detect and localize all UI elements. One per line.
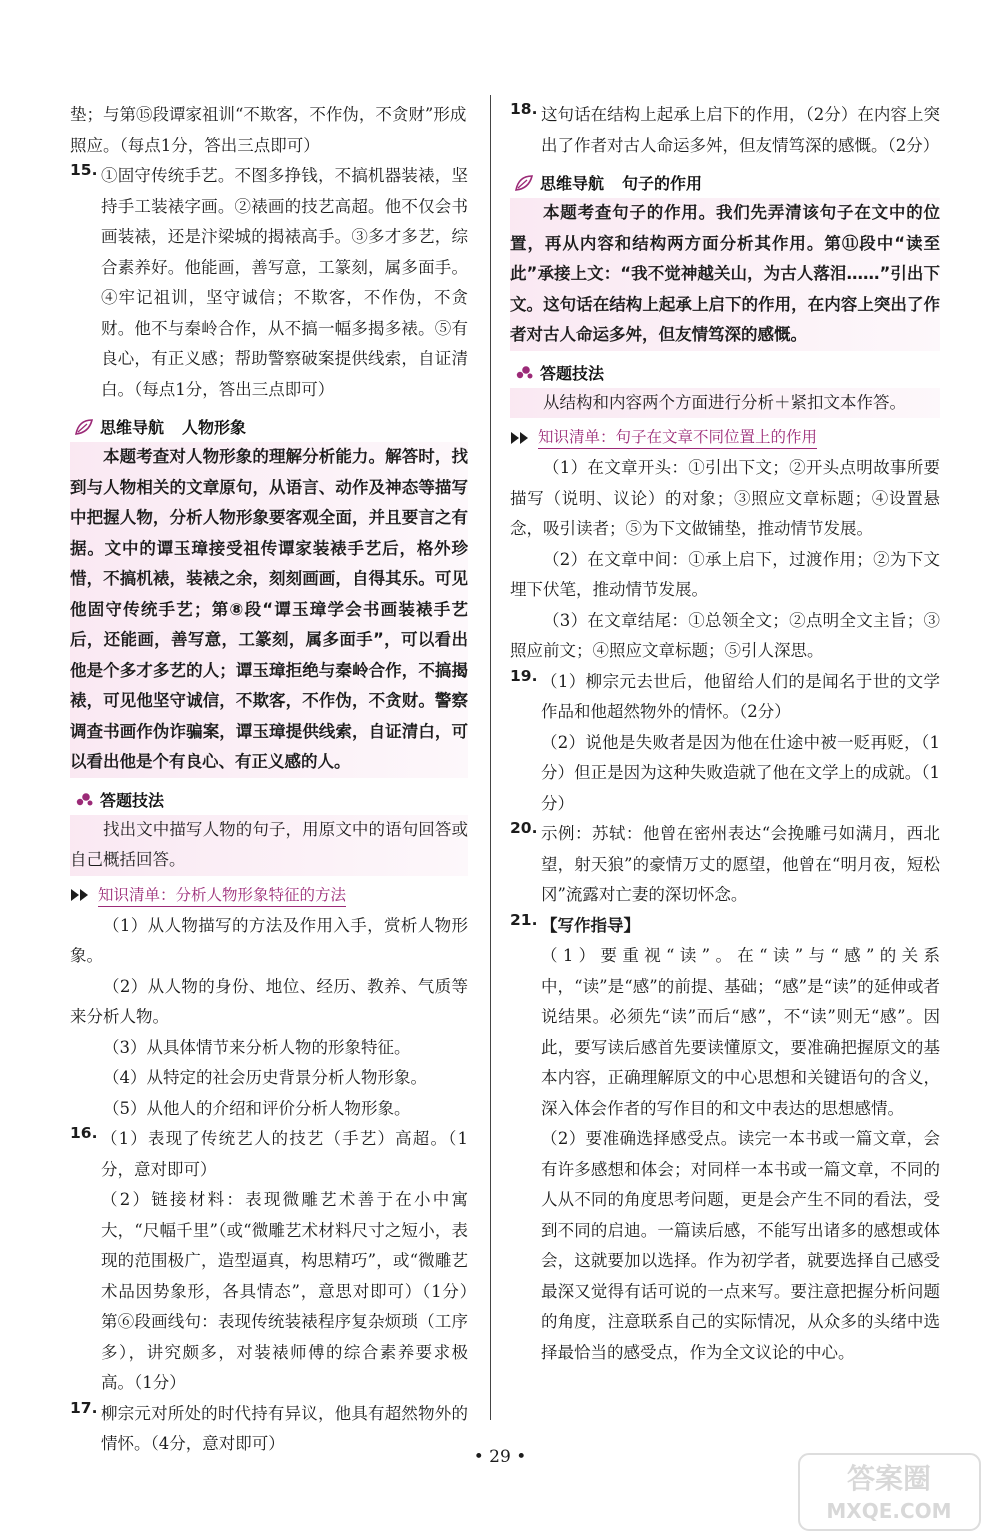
question-number: 16. bbox=[70, 1124, 98, 1142]
flower-icon bbox=[74, 790, 94, 808]
skills-heading-label: 答题技法 bbox=[100, 790, 165, 810]
knowledge-item: （2）在文章中间：①承上启下，过渡作用；②为下文埋下伏笔，推动情节发展。 bbox=[510, 549, 940, 599]
question-18 bbox=[510, 100, 940, 161]
intro-continuation-line-1: 垫；与第⑮段谭家祖训“不欺客，不作伪，不贪财”形成 bbox=[70, 105, 467, 124]
knowledge-item: （4）从特定的社会历史背景分析人物形象。 bbox=[103, 1068, 427, 1087]
question-number: 18. bbox=[510, 100, 538, 118]
knowledge-item: （1）在文章开头：①引出下文；②开头点明故事所要描写（说明、议论）的对象；③照应文章标题；④设置悬念，吸引读者；⑤为下文做铺垫，推动情节发展。 bbox=[510, 458, 940, 538]
page-number: • 29 • bbox=[473, 1447, 527, 1467]
navigation-text: 本题考查对人物形象的理解分析能力。解答时，找到与人物相关的文章原句，从语言、动作及神态等描写中把握人物，分析人物形象要客观全面，并且要言之有据。文中的谭玉璋接受祖传谭家装裱手艺后，格外珍惜，不搞机裱，装裱之余，刻刻画画，自得其乐。可见他固守传统手艺；第⑧段“谭玉璋学会书画装裱手艺后，还能画，善写意，工篆刻，属多面手”，可以看出他是个多才多艺的人；谭玉璋拒绝与秦岭合作，不搞揭裱，可见他坚守诚信，不欺客，不作伪，不贪财。警察调查书画作伪诈骗案，谭玉璋提供线索，自证清白，可以看出他是个有良心、有正义感的人。 bbox=[70, 447, 468, 771]
navigation-body-2 bbox=[510, 198, 940, 351]
navigation-heading-2 bbox=[514, 171, 940, 194]
svg-text:MXQE.COM: MXQE.COM bbox=[826, 1499, 952, 1523]
knowledge-item: （3）在文章结尾：①总领全文；②点明全文主旨；③照应前文；④照应文章标题；⑤引人深思。 bbox=[510, 610, 940, 660]
question-part-2: （2）链接材料：表现微雕艺术善于在小中寓大，“尺幅千里”（或“微雕艺术材料尺寸之短小，表现的范围极广，造型逼真，构思精巧”，或“微雕艺术品因势象形，各具情态”，意思对即可）（1分） 第⑥段画线句：表现传统装裱程序复杂烦琐（工序多），讲究颇多，对装裱师傅的综合素养要求极高。（1分） bbox=[101, 1190, 485, 1392]
question-answer: 柳宗元对所处的时代持有异议，他具有超然物外的情怀。（4分，意对即可） bbox=[101, 1403, 468, 1453]
question-number: 17. bbox=[70, 1398, 98, 1417]
knowledge-item: （2）从人物的身份、地位、经历、教养、气质等来分析人物。 bbox=[70, 976, 468, 1026]
skills-text: 找出文中描写人物的句子，用原文中的语句回答或自己概括回答。 bbox=[70, 819, 468, 869]
question-part-1: （1）要重视“读”。在“读”与“感”的关系中，“读”是“感”的前提、基础；“感”是“读”的延伸或者说结果。必须先“读”而后“感”，不“读”则无“感”。因此，要写读后感首先要读懂原文，要准确把握原文的基本内容，正确理解原文的中心思想和关键语句的含义，深入体会作者的写作目的和文中表达的思想感情。 bbox=[541, 946, 940, 1118]
question-answer: 示例：苏轼：他曾在密州表达“会挽雕弓如满月，西北望，射天狼”的豪情万丈的愿望，他曾在“明月夜，短松冈”流露对亡妻的深切怀念。 bbox=[541, 824, 940, 904]
double-arrow-icon bbox=[510, 431, 532, 445]
navigation-heading-label: 思维导航 bbox=[100, 418, 165, 437]
question-number: 15. bbox=[70, 161, 98, 179]
question-15 bbox=[70, 161, 468, 405]
skills-heading-1 bbox=[74, 788, 468, 811]
flower-icon bbox=[514, 363, 534, 381]
question-19 bbox=[510, 667, 940, 820]
knowledge-item: （5）从他人的介绍和评价分析人物形象。 bbox=[103, 1098, 411, 1118]
knowledge-heading-1 bbox=[70, 884, 468, 907]
question-part-1: （1）柳宗元去世后，他留给人们的是闻名于世的文学作品和他超然物外的情怀。（2分） bbox=[541, 671, 940, 721]
svg-text:答案圈: 答案圈 bbox=[846, 1462, 932, 1495]
knowledge-heading-label: 知识清单：分析人物形象特征的方法 bbox=[98, 884, 346, 907]
question-number: 21. bbox=[510, 910, 538, 929]
skills-body-2 bbox=[510, 388, 940, 419]
question-21 bbox=[510, 911, 940, 1369]
question-number: 20. bbox=[510, 819, 538, 837]
question-16 bbox=[70, 1124, 485, 1399]
skills-heading-2 bbox=[514, 361, 940, 384]
right-column bbox=[510, 100, 940, 1368]
knowledge-heading-label: 知识清单：句子在文章不同位置上的作用 bbox=[538, 426, 817, 449]
leaf-icon bbox=[514, 174, 534, 192]
skills-body-1 bbox=[70, 815, 468, 876]
question-answer: ①固守传统手艺。不图多挣钱，不搞机器装裱，坚持手工装裱字画。②裱画的技艺高超。他不仅会书画装裱，还是汴梁城的揭裱高手。③多才多艺，综合素养好。他能画，善写意，工篆刻，属多面手。④牢记祖训，坚守诚信；不欺客，不作伪，不贪财。他不与秦岭合作，从不搞一幅多揭多裱。⑤有良心，有正义感；帮助警察破案提供线索，自证清白。（每点1分，答出三点即可） bbox=[101, 166, 468, 399]
knowledge-item: （3）从具体情节来分析人物的形象特征。 bbox=[103, 1037, 411, 1057]
question-part-2: （2）要准确选择感受点。读完一本书或一篇文章，会有许多感想和体会；对同样一本书或一篇文章，不同的人从不同的角度思考问题，更是会产生不同的看法，受到不同的启迪。一篇读后感，不能写出诸多的感想或体会，这就要加以选择。作为初学者，就要选择自己感受最深又觉得有话可说的一点来写。要注意把握分析问题的角度，注意联系自己的实际情况，从众多的头绪中选择最恰当的感受点，作为全文议论的中心。 bbox=[541, 1129, 940, 1362]
question-20 bbox=[510, 819, 940, 911]
double-arrow-icon bbox=[70, 888, 92, 902]
column-divider bbox=[490, 95, 491, 1420]
left-column bbox=[70, 100, 485, 1460]
question-number: 19. bbox=[510, 666, 538, 685]
navigation-subheading: 人物形象 bbox=[182, 418, 247, 437]
leaf-icon bbox=[74, 418, 94, 436]
question-part-2: （2）说他是失败者是因为他在仕途中被一贬再贬，（1分）但正是因为这种失败造就了他在文学上的成就。（1分） bbox=[541, 732, 940, 813]
question-part-1: （1）表现了传统艺人的技艺（手艺）高超。（1分，意对即可） bbox=[101, 1129, 468, 1179]
navigation-body-1 bbox=[70, 442, 468, 778]
navigation-text: 本题考查句子的作用。我们先弄清该句子在文中的位置，再从内容和结构两方面分析其作用。第⑪段中“读至此”承接上文：“我不觉神越关山，为古人落泪……”引出下文。这句话在结构上起承上启下的作用，在内容上突出了作者对古人命运多舛，但友情笃深的感慨。 bbox=[510, 203, 940, 344]
navigation-subheading: 句子的作用 bbox=[622, 174, 703, 193]
skills-text: 从结构和内容两个方面进行分析＋紧扣文本作答。 bbox=[543, 392, 906, 412]
knowledge-heading-2 bbox=[510, 426, 940, 449]
skills-heading-label: 答题技法 bbox=[540, 363, 605, 383]
intro-continuation-line-2: 照应。（每点1分，答出三点即可） bbox=[70, 135, 320, 155]
navigation-heading-1 bbox=[74, 415, 468, 438]
knowledge-item: （1）从人物描写的方法及作用入手，赏析人物形象。 bbox=[70, 915, 468, 965]
watermark-logo bbox=[797, 1452, 982, 1532]
question-answer: 这句话在结构上起承上启下的作用，（2分）在内容上突出了作者对古人命运多舛，但友情笃深的感慨。（2分） bbox=[541, 105, 940, 155]
navigation-heading-label: 思维导航 bbox=[540, 174, 605, 193]
writing-guide-heading: 【写作指导】 bbox=[541, 915, 640, 935]
